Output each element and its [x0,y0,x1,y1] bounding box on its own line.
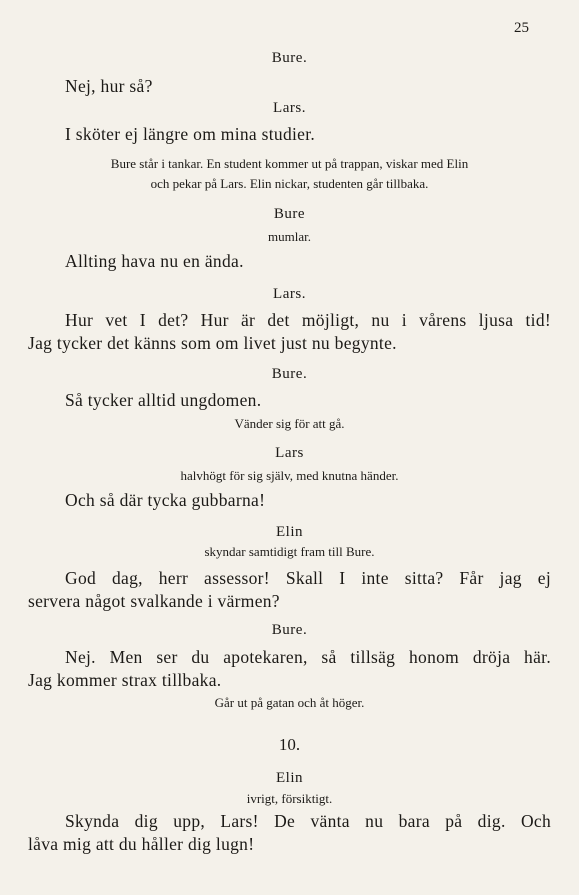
stage-direction: halvhögt för sig själv, med knutna händer. [180,468,399,483]
dialogue-line: Nej, hur så? [65,76,153,96]
speaker-name: Lars [275,445,304,461]
stage-direction: Vänder sig för att gå. [234,416,345,431]
speaker-name: Lars. [273,100,306,116]
stage-direction: Går ut på gatan och åt höger. [214,695,365,710]
dialogue-line: servera något svalkande i värmen? [28,591,280,611]
speaker-name: Lars. [273,286,306,302]
dialogue-line: Hur vet I det? Hur är det möjligt, nu i vårens ljusa tid! [65,310,551,330]
speaker-name: Bure. [271,622,308,638]
dialogue-line: God dag, herr assessor! Skall I inte sitta? Får jag ej [65,568,551,588]
dialogue-line: Så tycker alltid ungdomen. [65,390,262,410]
stage-direction: ivrigt, försiktigt. [246,791,333,806]
dialogue-line: Jag tycker det känns som om livet just nu begynte. [28,333,397,353]
dialogue-line: Jag kommer strax tillbaka. [28,670,222,690]
speaker-name: Bure. [271,50,308,66]
stage-direction: mumlar. [268,229,311,244]
page-number: 25 [514,20,529,36]
speaker-name: Elin [276,770,303,786]
dialogue-line: Och så där tycka gubbarna! [65,490,266,510]
stage-direction: Bure står i tankar. En student kommer ut på trappan, viskar med Elin [110,156,469,171]
dialogue-line: Allting hava nu en ända. [65,251,244,271]
stage-direction: skyndar samtidigt fram till Bure. [204,544,375,559]
dialogue-line: I sköter ej längre om mina studier. [65,124,316,144]
dialogue-line: Skynda dig upp, Lars! De vänta nu bara på dig. Och [65,811,551,831]
speaker-name: Bure [273,206,306,222]
dialogue-line: Nej. Men ser du apotekaren, så tillsäg honom dröja här. [65,647,551,667]
speaker-name: Elin [276,524,303,540]
stage-direction: och pekar på Lars. Elin nickar, studenten går tillbaka. [150,176,429,191]
speaker-name: Bure. [271,366,308,382]
scene-number: 10. [278,735,301,754]
dialogue-line: låva mig att du håller dig lugn! [28,834,255,854]
